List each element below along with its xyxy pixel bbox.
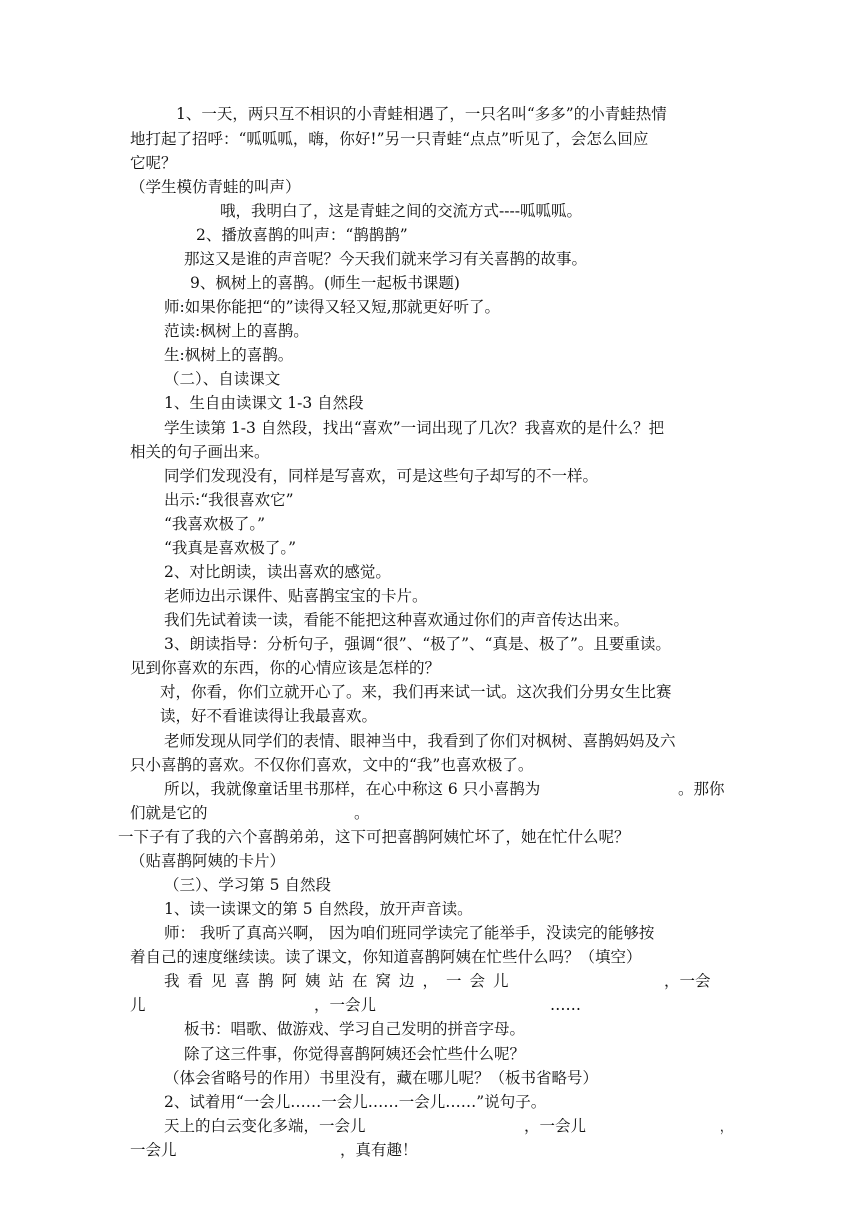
paragraph-line: 出示:“我很喜欢它”	[164, 491, 294, 509]
paragraph-line: 所以，我就像童话里书那样，在心中称这 6 只小喜鹊为	[164, 780, 541, 798]
paragraph-line: 范读:枫树上的喜鹊。	[164, 322, 309, 340]
paragraph-line: 它呢？	[130, 154, 177, 172]
paragraph-line: 老师边出示课件、贴喜鹊宝宝的卡片。	[164, 587, 428, 605]
paragraph-line: 只小喜鹊的喜欢。不仅你们喜欢，文中的“我”也喜欢极了。	[130, 756, 534, 774]
paragraph-line: 相关的句子画出来。	[130, 443, 270, 461]
paragraph-line: ，一会儿	[314, 996, 377, 1014]
paragraph-line: 除了这三件事，你觉得喜鹊阿姨还会忙些什么呢？	[184, 1045, 526, 1063]
paragraph-line: “我真是喜欢极了。”	[164, 539, 297, 557]
paragraph-line: 2、对比朗读，读出喜欢的感觉。	[164, 563, 391, 581]
paragraph-line: 读，好不看谁读得让我最喜欢。	[160, 707, 378, 725]
paragraph-line: 哦，我明白了，这是青蛙之间的交流方式----呱呱呱。	[220, 202, 582, 220]
paragraph-line: （贴喜鹊阿姨的卡片）	[130, 852, 286, 870]
paragraph-line: 9、枫树上的喜鹊。(师生一起板书课题)	[190, 274, 460, 292]
paragraph-line: 见到你喜欢的东西，你的心情应该是怎样的？	[130, 659, 441, 677]
paragraph-line: 。那你	[678, 780, 725, 798]
paragraph-line: 天上的白云变化多端，一会儿	[164, 1117, 366, 1135]
paragraph-line: ，一会	[664, 972, 711, 990]
section-heading: （三）、学习第 5 自然段	[164, 876, 331, 894]
paragraph-line: 1、生自由读课文 1-3 自然段	[164, 394, 364, 412]
paragraph-line: 学生读第 1-3 自然段，找出“喜欢”一词出现了几次？我喜欢的是什么？把	[164, 419, 665, 437]
paragraph-line: （学生模仿青蛙的叫声）	[130, 178, 301, 196]
paragraph-line: ，真有趣！	[340, 1141, 418, 1159]
paragraph-line: 1、读一读课文的第 5 自然段，放开声音读。	[164, 900, 473, 918]
paragraph-line: “我喜欢极了。”	[164, 515, 266, 533]
paragraph-line: 老师发现从同学们的表情、眼神当中，我看到了你们对枫树、喜鹊妈妈及六	[164, 732, 676, 750]
paragraph-line: ，一会儿	[524, 1117, 587, 1135]
paragraph-line: 那这又是谁的声音呢？今天我们就来学习有关喜鹊的故事。	[184, 250, 588, 268]
paragraph-line: 3、朗读指导：分析句子，强调“很”、“极了”、“真是、极了”。且要重读。	[164, 635, 671, 653]
paragraph-line: （体会省略号的作用）书里没有，藏在哪儿呢？（板书省略号）	[164, 1069, 599, 1087]
paragraph-line: 着自己的速度继续读。读了课文，你知道喜鹊阿姨在忙些什么吗？（填空）	[130, 948, 642, 966]
paragraph-line: ，	[720, 1117, 732, 1135]
paragraph-line: 一下子有了我的六个喜鹊弟弟，这下可把喜鹊阿姨忙坏了，她在忙什么呢？	[118, 828, 630, 846]
paragraph-line: 我们先试着读一读，看能不能把这种喜欢通过你们的声音传达出来。	[164, 611, 630, 629]
paragraph-line: 1、一天，两只互不相识的小青蛙相遇了，一只名叫“多多”的小青蛙热情	[176, 105, 667, 123]
paragraph-line: 地打起了招呼：“呱呱呱，嗨，你好!”另一只青蛙“点点”听见了，会怎么回应	[130, 130, 649, 148]
paragraph-line: 们就是它的	[130, 804, 208, 822]
paragraph-line: 2、播放喜鹊的叫声：“鹊鹊鹊”	[196, 226, 408, 244]
paragraph-line: 儿	[130, 996, 146, 1014]
paragraph-line: 。	[354, 804, 370, 822]
paragraph-line: 对，你看，你们立就开心了。来，我们再来试一试。这次我们分男女生比赛	[160, 683, 672, 701]
paragraph-line: ……	[550, 996, 581, 1014]
section-heading: （二）、自读课文	[164, 370, 281, 388]
paragraph-line: 生:枫树上的喜鹊。	[164, 346, 294, 364]
paragraph-line: 同学们发现没有，同样是写喜欢，可是这些句子却写的不一样。	[164, 467, 599, 485]
paragraph-line: 一会儿	[130, 1141, 177, 1159]
paragraph-line: 师： 我听了真高兴啊， 因为咱们班同学读完了能举手，没读完的能够按	[164, 924, 655, 942]
paragraph-line: 板书：唱歌、做游戏、学习自己发明的拼音字母。	[184, 1020, 526, 1038]
paragraph-line: 2、试着用“一会儿……一会儿……一会儿……”说句子。	[164, 1093, 547, 1111]
paragraph-line: 我看见喜鹊阿姨站在窝边，一会儿	[164, 972, 517, 990]
paragraph-line: 师:如果你能把“的”读得又轻又短,那就更好听了。	[164, 298, 500, 316]
